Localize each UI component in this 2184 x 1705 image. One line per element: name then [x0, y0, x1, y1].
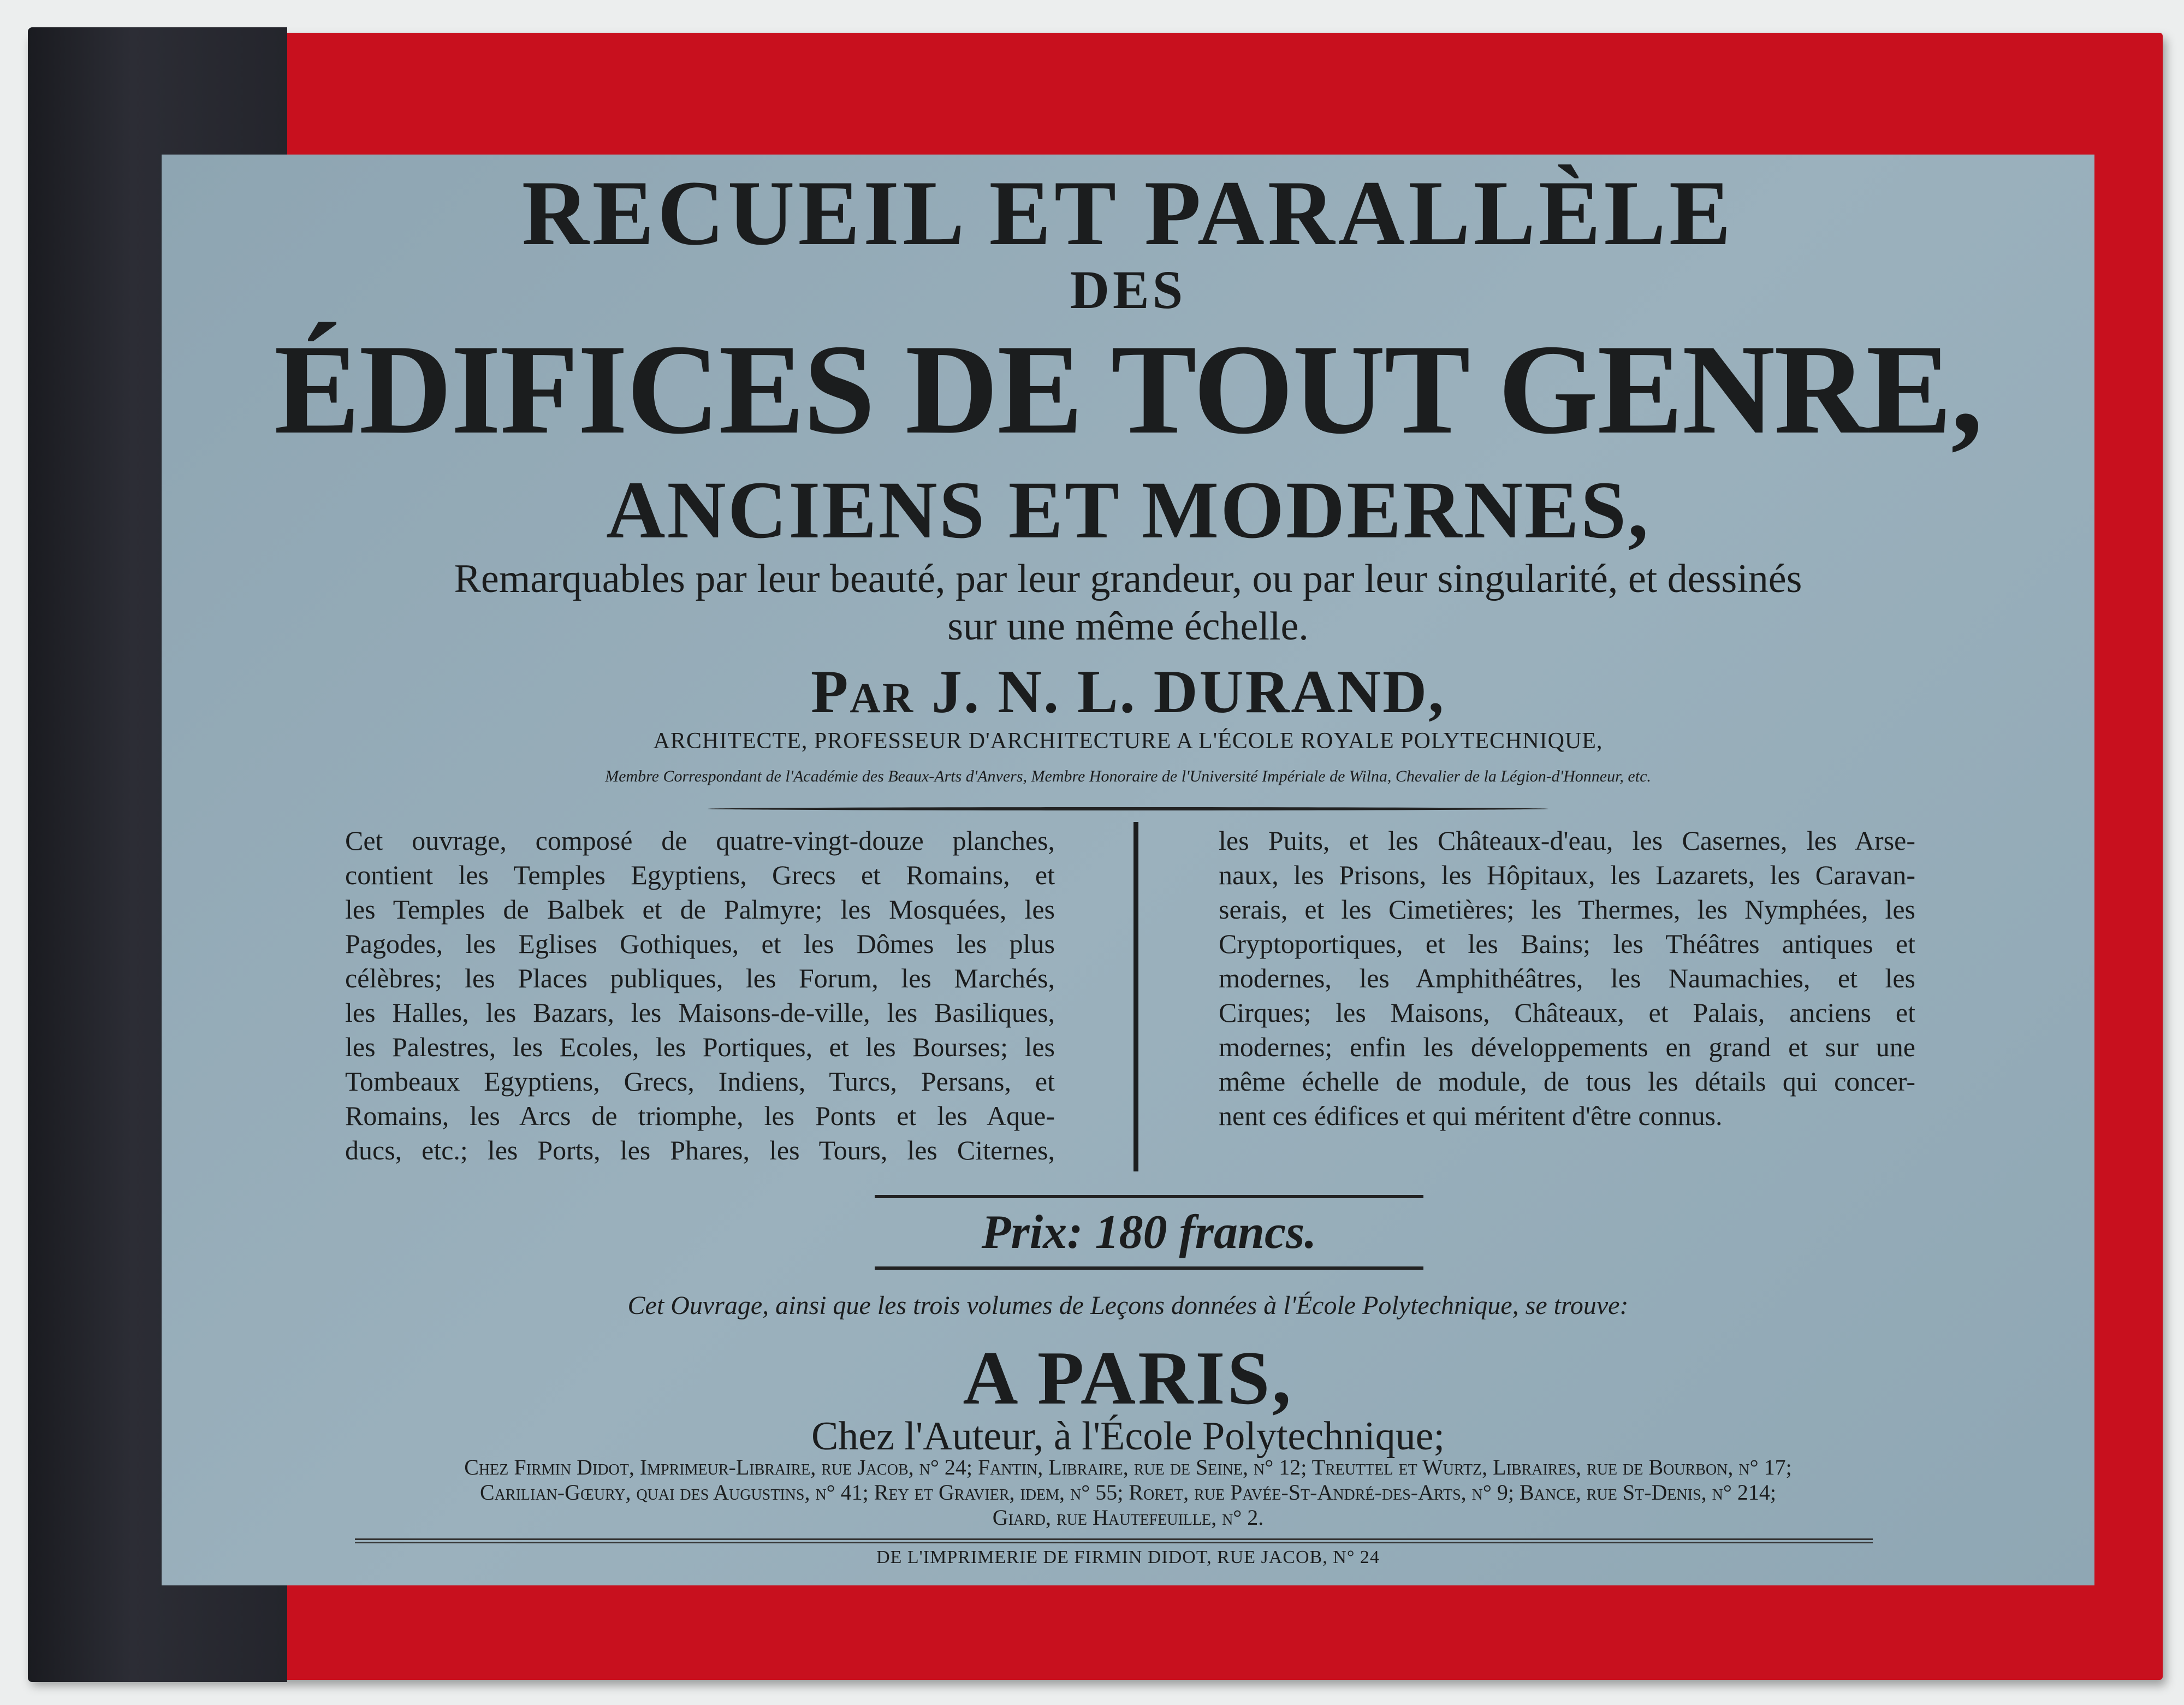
- description-line: même échelle de module, de tous les détails qui concer-: [1219, 1066, 1915, 1097]
- subtitle-2: sur une même échelle.: [947, 604, 1309, 649]
- description-line: Pagodes, les Eglises Gothiques, et les Dômes les plus: [345, 928, 1055, 959]
- title-line-1: RECUEIL ET PARALLÈLE: [521, 162, 1735, 264]
- column-divider: [1133, 822, 1138, 1171]
- description-line: modernes; enfin les développements en grand et sur une: [1219, 1032, 1915, 1062]
- description-line: les Puits, et les Châteaux-d'eau, les Casernes, les Arse-: [1219, 825, 1915, 856]
- city: A PARIS,: [963, 1336, 1293, 1420]
- description-line: célèbres; les Places publiques, les Forum, les Marchés,: [345, 963, 1055, 993]
- description-line: les Halles, les Bazars, les Maisons-de-ville, les Basiliques,: [345, 997, 1055, 1028]
- title-line-4: ANCIENS ET MODERNES,: [606, 465, 1650, 555]
- title-label: [162, 155, 2094, 1585]
- description-line: ducs, etc.; les Ports, les Phares, les Tours, les Citernes,: [345, 1135, 1055, 1165]
- availability-note: Cet Ouvrage, ainsi que les trois volumes de Leçons données à l'École Polytechnique, se trouve:: [627, 1291, 1629, 1320]
- description-right-column: [1219, 824, 1915, 1133]
- author-title: ARCHITECTE, PROFESSEUR D'ARCHITECTURE A L'ÉCOLE ROYALE POLYTECHNIQUE,: [653, 729, 1603, 754]
- description-line: les Palestres, les Ecoles, les Portiques, et les Bourses; les: [345, 1032, 1055, 1062]
- description-line: Tombeaux Egyptiens, Grecs, Indiens, Turcs, Persans, et: [345, 1066, 1055, 1097]
- sellers-line: Carilian-Gœury, quai des Augustins, n° 41; Rey et Gravier, idem, n° 55; Roret, rue Pavée-St-André-des-Arts, n° 9; Bance, rue St-Denis, n° 214;: [480, 1480, 1776, 1505]
- description-left-column: [345, 824, 1055, 1168]
- description-line: Cet ouvrage, composé de quatre-vingt-douze planches,: [345, 825, 1055, 856]
- sellers-line: Giard, rue Hautefeuille, n° 2.: [992, 1505, 1264, 1530]
- price: Prix: 180 francs.: [875, 1195, 1423, 1270]
- printer: DE L'IMPRIMERIE DE FIRMIN DIDOT, RUE JACOB, N° 24: [876, 1547, 1380, 1567]
- author-honors: Membre Correspondant de l'Académie des Beaux-Arts d'Anvers, Membre Honoraire de l'Université Impériale de Wilna, Chevalier de la Légion-d'Honneur, etc.: [605, 767, 1651, 785]
- description-line: serais, et les Cimetières; les Thermes, les Nymphées, les: [1219, 894, 1915, 925]
- author: Par J. N. L. DURAND,: [811, 658, 1445, 726]
- sellers-line: Chez Firmin Didot, Imprimeur-Libraire, rue Jacob, n° 24; Fantin, Libraire, rue de Seine, n° 12; Treuttel et Wurtz, Libraires, rue de Bourbon, n° 17;: [464, 1455, 1792, 1479]
- description-line: naux, les Prisons, les Hôpitaux, les Lazarets, les Caravan-: [1219, 860, 1915, 890]
- ornamental-rule: [708, 807, 1548, 810]
- description-line: Romains, les Arcs de triomphe, les Ponts et les Aque-: [345, 1100, 1055, 1131]
- description-line: Cirques; les Maisons, Châteaux, et Palais, anciens et: [1219, 997, 1915, 1028]
- description-line: Cryptoportiques, et les Bains; les Théâtres antiques et: [1219, 928, 1915, 959]
- subtitle-1: Remarquables par leur beauté, par leur grandeur, ou par leur singularité, et dessinés: [454, 557, 1802, 601]
- description-line: modernes, les Amphithéâtres, les Naumachies, et les: [1219, 963, 1915, 993]
- title-line-3: ÉDIFICES DE TOUT GENRE,: [274, 318, 1982, 461]
- title-line-2: DES: [1070, 259, 1186, 320]
- description-line: les Temples de Balbek et de Palmyre; les Mosquées, les: [345, 894, 1055, 925]
- main-seller: Chez l'Auteur, à l'École Polytechnique;: [811, 1414, 1445, 1459]
- description-line: nent ces édifices et qui méritent d'être connus.: [1219, 1100, 1723, 1131]
- description-line: contient les Temples Egyptiens, Grecs et Romains, et: [345, 860, 1055, 890]
- bottom-rule: [355, 1538, 1873, 1543]
